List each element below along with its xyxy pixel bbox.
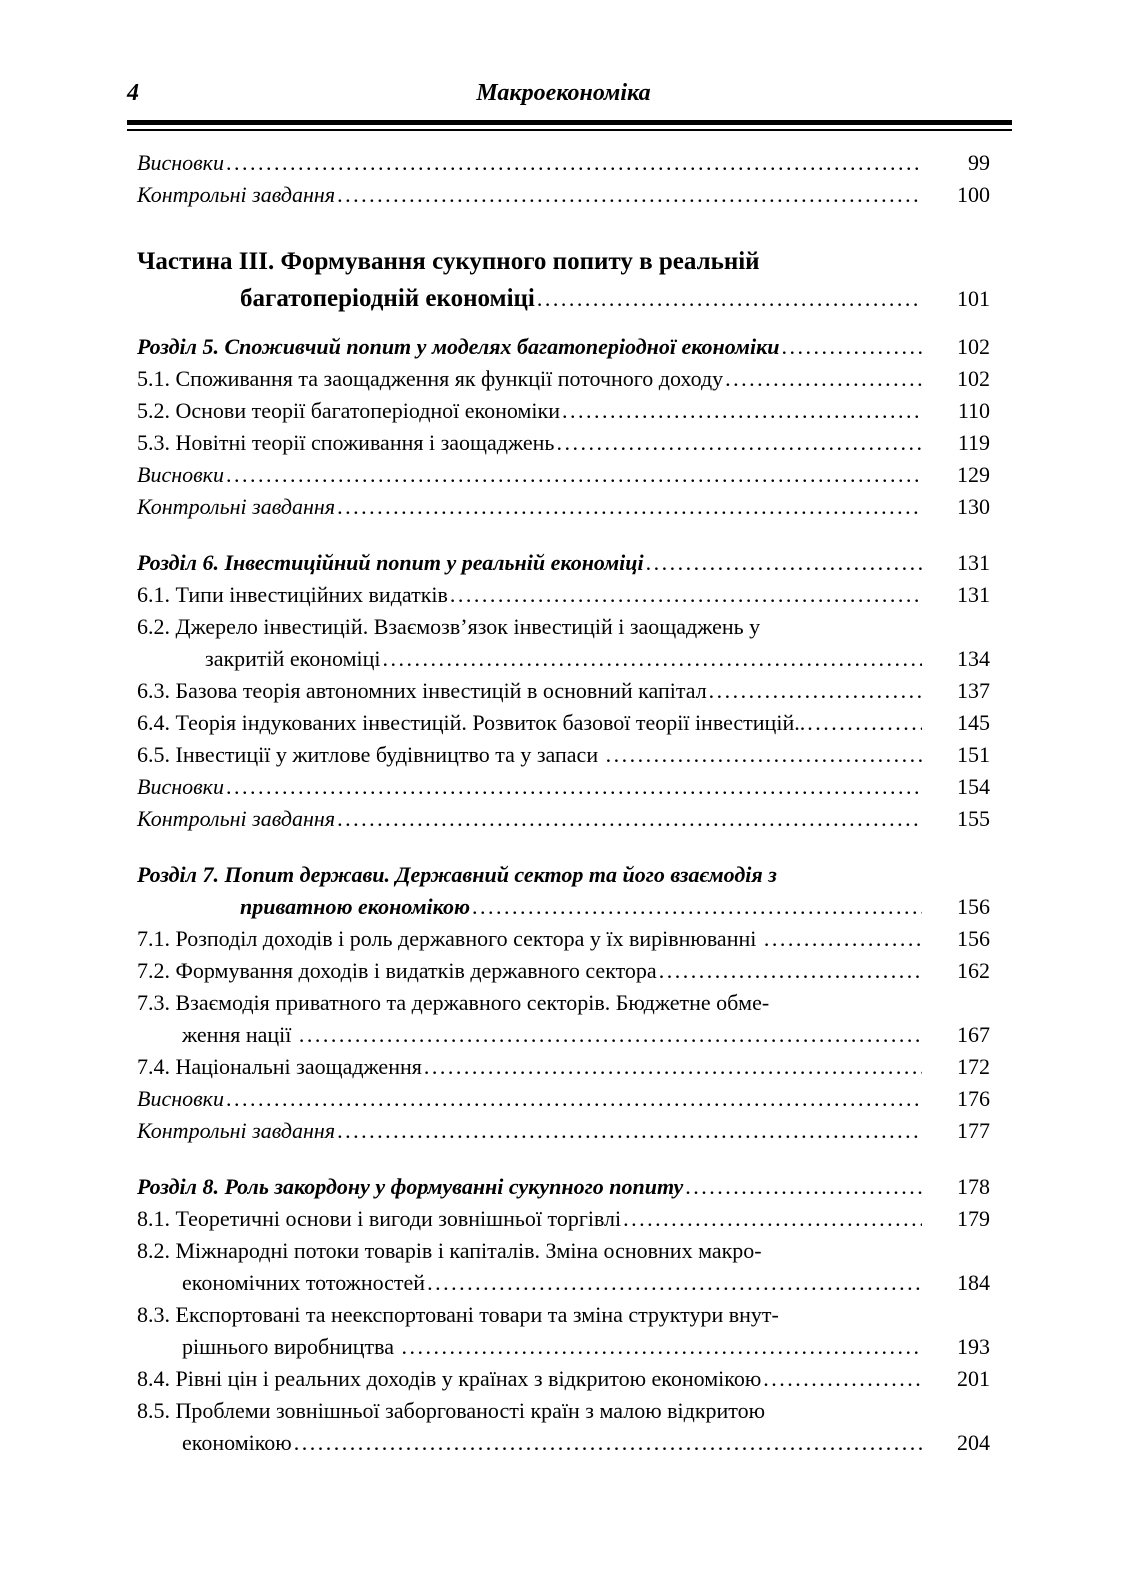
table-of-contents (137, 147, 990, 1459)
toc-line (137, 547, 990, 579)
header-page-number: 4 (127, 80, 139, 106)
entry-text: рішнього виробництва (182, 1334, 400, 1359)
entry-text: Контрольні завдання (137, 1118, 336, 1143)
entry-text: Частина ІІІ. Формування сукупного попиту в реальній (137, 248, 760, 275)
entry-page-number: 155 (957, 806, 990, 831)
entry-page-number: 102 (957, 334, 990, 359)
entry-text: Висновки (137, 150, 224, 175)
toc-entry (137, 331, 990, 363)
dot-leader (424, 1051, 922, 1083)
entry-text: 8.3. Експортовані та неекспортовані товари та зміна структури внут- (137, 1302, 779, 1327)
dot-leader (537, 280, 922, 317)
entry-text: закритій економіці (205, 646, 381, 671)
toc-group-rozdil-7 (137, 859, 990, 1147)
header-double-rule (127, 120, 1012, 131)
toc-line (137, 1083, 990, 1115)
entry-text: 8.2. Міжнародні потоки товарів і капіталів. Зміна основних макро- (137, 1238, 762, 1263)
toc-line (137, 1203, 990, 1235)
entry-text: 6.5. Інвестиції у житлове будівництво та у запаси (137, 742, 604, 767)
toc-line (137, 1299, 990, 1331)
dot-leader (226, 1083, 922, 1115)
entry-text: 6.2. Джерело інвестицій. Взаємозв’язок інвестицій і заощаджень у (137, 614, 761, 639)
toc-line (137, 1267, 990, 1299)
dot-leader (337, 803, 922, 835)
toc-line (137, 771, 990, 803)
entry-page-number: 145 (957, 710, 990, 735)
toc-entry (137, 707, 990, 739)
toc-group-part-3 (137, 243, 990, 317)
entry-page-number: 167 (957, 1022, 990, 1047)
toc-entry (137, 1299, 990, 1363)
toc-entry (137, 955, 990, 987)
dot-leader (763, 1363, 922, 1395)
entry-text: Висновки (137, 462, 224, 487)
entry-text: Контрольні завдання (137, 494, 336, 519)
dot-leader (781, 331, 922, 363)
toc-entry (137, 1363, 990, 1395)
toc-entry (137, 675, 990, 707)
toc-group-rozdil-6 (137, 547, 990, 835)
toc-entry (137, 147, 990, 179)
toc-line (137, 859, 990, 891)
toc-entry (137, 427, 990, 459)
entry-page-number: 204 (957, 1430, 990, 1455)
entry-page-number: 179 (957, 1206, 990, 1231)
entry-text: 6.1. Типи інвестиційних видатків (137, 582, 448, 607)
entry-page-number: 156 (957, 894, 990, 919)
page-header (127, 78, 990, 112)
toc-line (137, 955, 990, 987)
toc-group-front (137, 147, 990, 211)
entry-text: 5.1. Споживання та заощадження як функції поточного доходу (137, 366, 724, 391)
toc-entry (137, 611, 990, 675)
entry-page-number: 99 (968, 150, 990, 175)
dot-leader (294, 1427, 922, 1459)
toc-entry (137, 547, 990, 579)
toc-entry (137, 363, 990, 395)
entry-page-number: 130 (957, 494, 990, 519)
entry-page-number: 178 (957, 1174, 990, 1199)
toc-line (137, 1019, 990, 1051)
entry-page-number: 137 (957, 678, 990, 703)
toc-line (137, 280, 990, 317)
toc-entry (137, 859, 990, 923)
toc-line (137, 987, 990, 1019)
book-page (127, 0, 990, 1459)
toc-line (137, 1363, 990, 1395)
toc-line (137, 803, 990, 835)
entry-text: приватною економікою (240, 894, 471, 919)
entry-text: 6.4. Теорія індукованих інвестицій. Розвиток базової теорії інвестицій.. (137, 710, 806, 735)
toc-entry (137, 491, 990, 523)
toc-line (137, 331, 990, 363)
dot-leader (299, 1019, 922, 1051)
entry-text: 5.2. Основи теорії багатоперіодної економіки (137, 398, 560, 423)
entry-page-number: 151 (957, 742, 990, 767)
toc-entry (137, 459, 990, 491)
entry-text: багатоперіодній економіці (240, 285, 535, 312)
toc-line (137, 1051, 990, 1083)
toc-entry (137, 1051, 990, 1083)
dot-leader (562, 395, 922, 427)
entry-page-number: 177 (957, 1118, 990, 1143)
entry-page-number: 162 (957, 958, 990, 983)
toc-line (137, 707, 990, 739)
entry-text: 8.5. Проблеми зовнішньої заборгованості країн з малою відкритою (137, 1398, 766, 1423)
dot-leader (685, 1171, 922, 1203)
entry-page-number: 176 (957, 1086, 990, 1111)
entry-text: Розділ 6. Інвестиційний попит у реальній економіці (137, 550, 644, 575)
toc-entry (137, 771, 990, 803)
entry-page-number: 131 (957, 550, 990, 575)
toc-line (137, 579, 990, 611)
toc-entry (137, 1115, 990, 1147)
toc-line (137, 395, 990, 427)
toc-line (137, 491, 990, 523)
toc-line (137, 1427, 990, 1459)
toc-line (137, 147, 990, 179)
toc-line (137, 243, 990, 280)
entry-text: Розділ 8. Роль закордону у формуванні сукупного попиту (137, 1174, 684, 1199)
entry-text: Розділ 7. Попит держави. Державний сектор та його взаємодія з (137, 862, 777, 887)
dot-leader (556, 427, 922, 459)
entry-text: 5.3. Новітні теорії споживання і заощаджень (137, 430, 555, 455)
toc-entry (137, 395, 990, 427)
entry-text: 8.4. Рівні цін і реальних доходів у країнах з відкритою економікою (137, 1366, 762, 1391)
toc-line (137, 363, 990, 395)
dot-leader (427, 1267, 922, 1299)
dot-leader (337, 491, 922, 523)
entry-page-number: 110 (957, 398, 990, 423)
toc-line (137, 923, 990, 955)
toc-line (137, 1331, 990, 1363)
dot-leader (337, 1115, 922, 1147)
toc-entry (137, 987, 990, 1051)
entry-page-number: 156 (957, 926, 990, 951)
toc-line (137, 675, 990, 707)
entry-text: Контрольні завдання (137, 806, 336, 831)
entry-page-number: 100 (957, 182, 990, 207)
entry-page-number: 201 (957, 1366, 990, 1391)
toc-line (137, 739, 990, 771)
dot-leader (807, 707, 922, 739)
entry-page-number: 193 (957, 1334, 990, 1359)
dot-leader (226, 771, 922, 803)
toc-line (137, 179, 990, 211)
toc-line (137, 1395, 990, 1427)
toc-line (137, 643, 990, 675)
entry-text: Розділ 5. Споживчий попит у моделях багатоперіодної економіки (137, 334, 780, 359)
toc-line (137, 891, 990, 923)
toc-entry (137, 1235, 990, 1299)
dot-leader (606, 739, 922, 771)
entry-text: 7.1. Розподіл доходів і роль державного сектора у їх вирівнюванні (137, 926, 762, 951)
toc-line (137, 459, 990, 491)
entry-text: економічних тотожностей (182, 1270, 426, 1295)
toc-entry (137, 579, 990, 611)
entry-text: 6.3. Базова теорія автономних інвестицій в основний капітал (137, 678, 707, 703)
entry-page-number: 134 (957, 646, 990, 671)
entry-page-number: 154 (957, 774, 990, 799)
header-title: Макроекономіка (476, 80, 651, 106)
entry-page-number: 102 (957, 366, 990, 391)
dot-leader (472, 891, 922, 923)
toc-line (137, 611, 990, 643)
entry-text: Висновки (137, 774, 224, 799)
dot-leader (623, 1203, 922, 1235)
dot-leader (709, 675, 922, 707)
entry-text: 7.4. Національні заощадження (137, 1054, 422, 1079)
toc-line (137, 1235, 990, 1267)
entry-page-number: 184 (957, 1270, 990, 1295)
entry-page-number: 172 (957, 1054, 990, 1079)
entry-text: економікою (182, 1430, 292, 1455)
dot-leader (226, 147, 922, 179)
toc-entry (137, 1395, 990, 1459)
toc-entry (137, 923, 990, 955)
dot-leader (402, 1331, 923, 1363)
toc-group-rozdil-5 (137, 331, 990, 523)
dot-leader (646, 547, 922, 579)
toc-entry (137, 179, 990, 211)
entry-text: Висновки (137, 1086, 224, 1111)
entry-page-number: 131 (957, 582, 990, 607)
toc-entry (137, 1083, 990, 1115)
toc-entry (137, 739, 990, 771)
entry-page-number: 129 (957, 462, 990, 487)
entry-text: Контрольні завдання (137, 182, 336, 207)
dot-leader (725, 363, 922, 395)
toc-entry (137, 803, 990, 835)
toc-line (137, 427, 990, 459)
dot-leader (659, 955, 922, 987)
dot-leader (226, 459, 922, 491)
entry-page-number: 119 (957, 430, 990, 455)
entry-text: 8.1. Теоретичні основи і вигоди зовнішньої торгівлі (137, 1206, 622, 1231)
toc-entry (137, 1203, 990, 1235)
entry-text: 7.3. Взаємодія приватного та державного секторів. Бюджетне обме- (137, 990, 770, 1015)
dot-leader (383, 643, 922, 675)
toc-line (137, 1115, 990, 1147)
entry-page-number: 101 (957, 286, 990, 311)
entry-text: 7.2. Формування доходів і видатків державного сектора (137, 958, 657, 983)
toc-entry (137, 1171, 990, 1203)
toc-line (137, 1171, 990, 1203)
toc-entry (137, 243, 990, 317)
dot-leader (450, 579, 922, 611)
toc-group-rozdil-8 (137, 1171, 990, 1459)
entry-text: ження нації (182, 1022, 297, 1047)
dot-leader (764, 923, 922, 955)
dot-leader (337, 179, 922, 211)
